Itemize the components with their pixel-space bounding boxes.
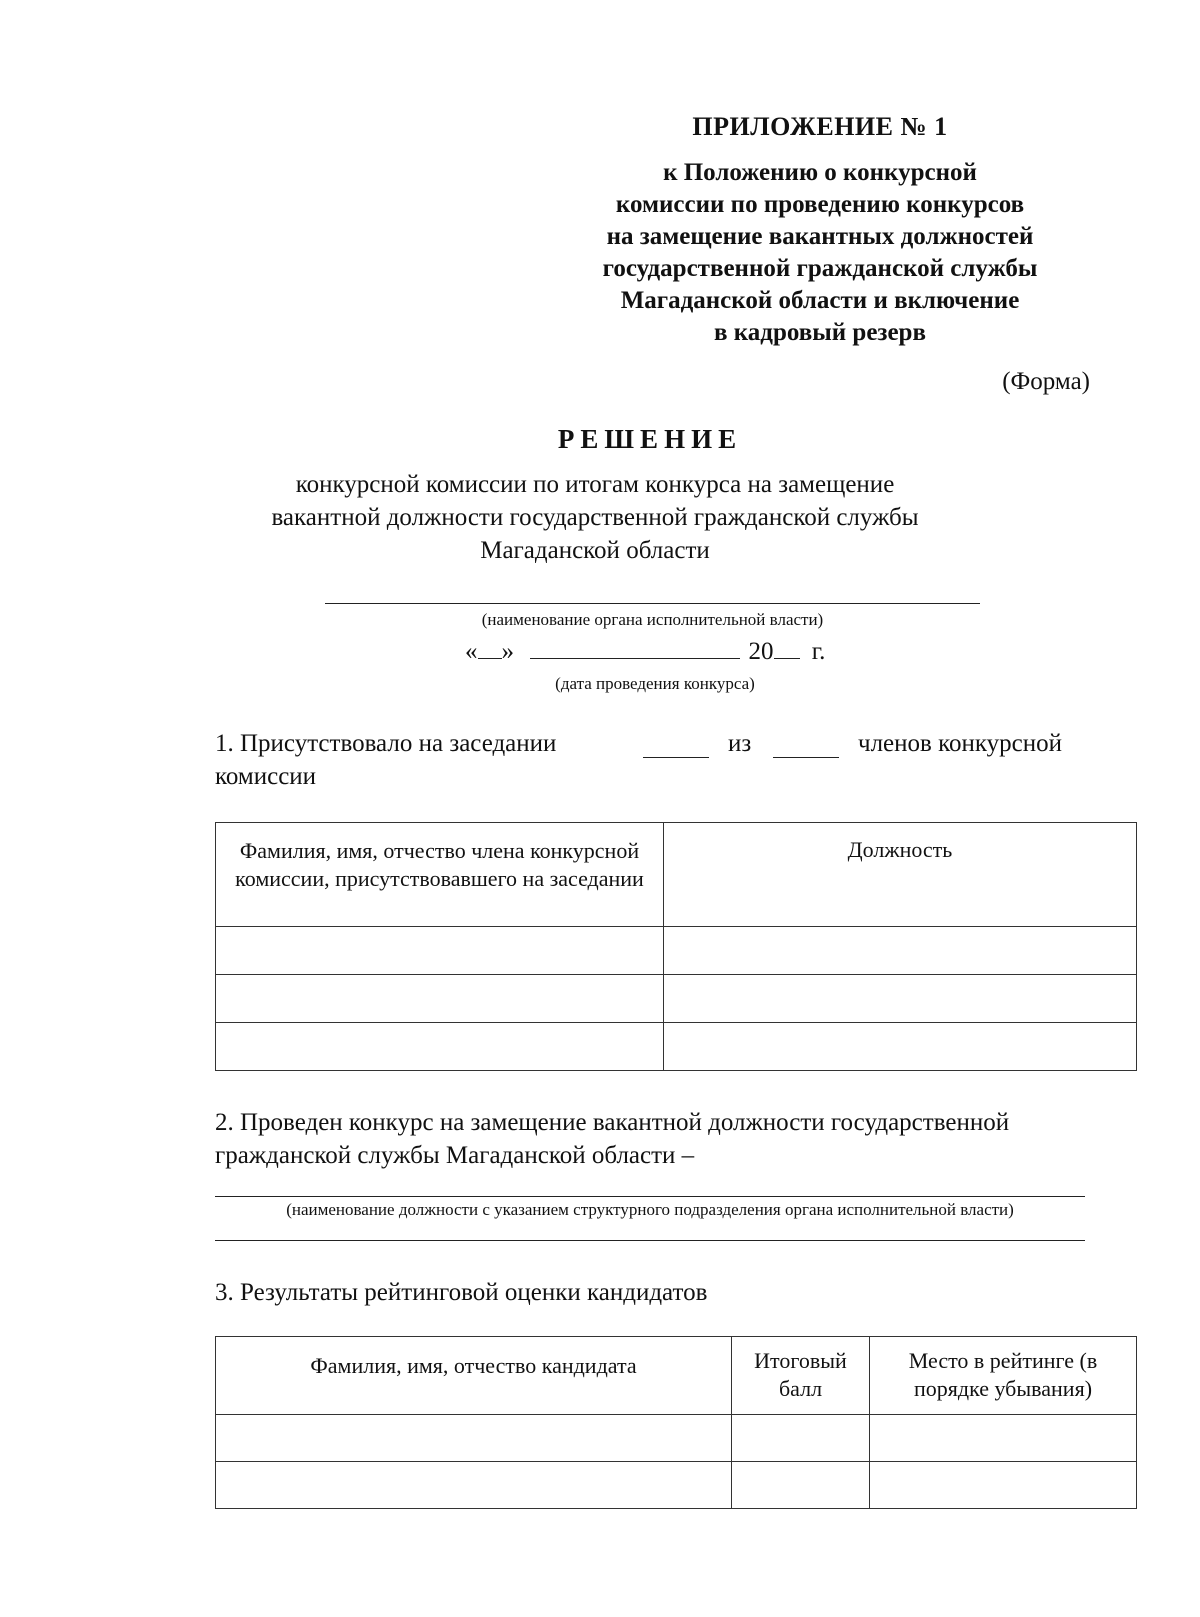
section1-text-d: комиссии xyxy=(215,763,317,790)
candidate-name-header: Фамилия, имя, отчество кандидата xyxy=(216,1337,732,1415)
table-cell[interactable] xyxy=(870,1415,1137,1462)
date-caption: (дата проведения конкурса) xyxy=(555,674,755,693)
present-count-blank xyxy=(643,757,709,758)
table-cell[interactable] xyxy=(870,1462,1137,1509)
appendix-line: государственной гражданской службы xyxy=(602,255,1038,282)
position-caption: (наименование должности с указанием структурного подразделения органа исполнительной власти) xyxy=(286,1200,1014,1219)
appendix-line: комиссии по проведению конкурсов xyxy=(615,191,1025,218)
year-blank xyxy=(774,658,800,659)
table-row xyxy=(216,1415,1137,1462)
table-cell[interactable] xyxy=(216,927,664,975)
decision-subtitle-line: вакантной должности государственной гражданской службы xyxy=(271,504,919,531)
appendix-line: на замещение вакантных должностей xyxy=(606,223,1034,250)
date-line xyxy=(465,638,825,666)
rating-results-table xyxy=(215,1336,1137,1509)
member-name-header: Фамилия, имя, отчество члена конкурсной комиссии, присутствовавшего на заседании xyxy=(216,823,664,927)
table-cell[interactable] xyxy=(216,1415,732,1462)
table-cell[interactable] xyxy=(216,1023,664,1071)
section3-title: 3. Результаты рейтинговой оценки кандидатов xyxy=(215,1279,708,1306)
authority-caption: (наименование органа исполнительной власти) xyxy=(481,610,824,629)
decision-subtitle-line: Магаданской области xyxy=(480,537,710,564)
authority-name-line xyxy=(325,603,980,604)
decision-title: РЕШЕНИЕ xyxy=(557,424,743,454)
section1-text-a: 1. Присутствовало на заседании xyxy=(215,730,557,757)
quote-close: » xyxy=(501,638,514,665)
section2-line1: 2. Проведен конкурс на замещение вакантной должности государственной xyxy=(215,1109,1010,1136)
section2-line2: гражданской службы Магаданской области – xyxy=(215,1142,695,1169)
table-row xyxy=(216,975,1137,1023)
section1-text-c: членов конкурсной xyxy=(858,730,1062,757)
position-name-line xyxy=(215,1196,1085,1197)
quote-open: « xyxy=(465,638,478,665)
table-row xyxy=(216,1462,1137,1509)
appendix-line: Магаданской области и включение xyxy=(620,287,1020,314)
table-cell[interactable] xyxy=(732,1462,870,1509)
year-suffix: г. xyxy=(811,638,826,665)
appendix-title: ПРИЛОЖЕНИЕ № 1 xyxy=(692,112,948,141)
table-row xyxy=(216,927,1137,975)
table-cell[interactable] xyxy=(664,975,1137,1023)
form-label: (Форма) xyxy=(1002,368,1090,395)
decision-subtitle-line: конкурсной комиссии по итогам конкурса на замещение xyxy=(295,471,895,498)
rating-place-header: Место в рейтинге (в порядке убывания) xyxy=(870,1337,1137,1415)
table-row xyxy=(216,1023,1137,1071)
final-score-header: Итоговый балл xyxy=(732,1337,870,1415)
table-header-row xyxy=(216,823,1137,927)
commission-members-table xyxy=(215,822,1137,1071)
appendix-line: в кадровый резерв xyxy=(714,319,926,346)
total-count-blank xyxy=(773,757,839,758)
member-position-header: Должность xyxy=(664,823,1137,927)
month-blank xyxy=(530,658,740,659)
decision-subtitle xyxy=(230,468,960,567)
table-cell[interactable] xyxy=(216,1462,732,1509)
table-cell[interactable] xyxy=(664,927,1137,975)
section1-text-b: из xyxy=(728,730,752,757)
appendix-line: к Положению о конкурсной xyxy=(663,159,977,186)
table-cell[interactable] xyxy=(732,1415,870,1462)
table-cell[interactable] xyxy=(664,1023,1137,1071)
day-blank xyxy=(478,658,502,659)
table-cell[interactable] xyxy=(216,975,664,1023)
year-prefix: 20 xyxy=(748,638,774,665)
position-name-line-2 xyxy=(215,1240,1085,1241)
table-header-row xyxy=(216,1337,1137,1415)
appendix-reference xyxy=(560,157,1080,349)
